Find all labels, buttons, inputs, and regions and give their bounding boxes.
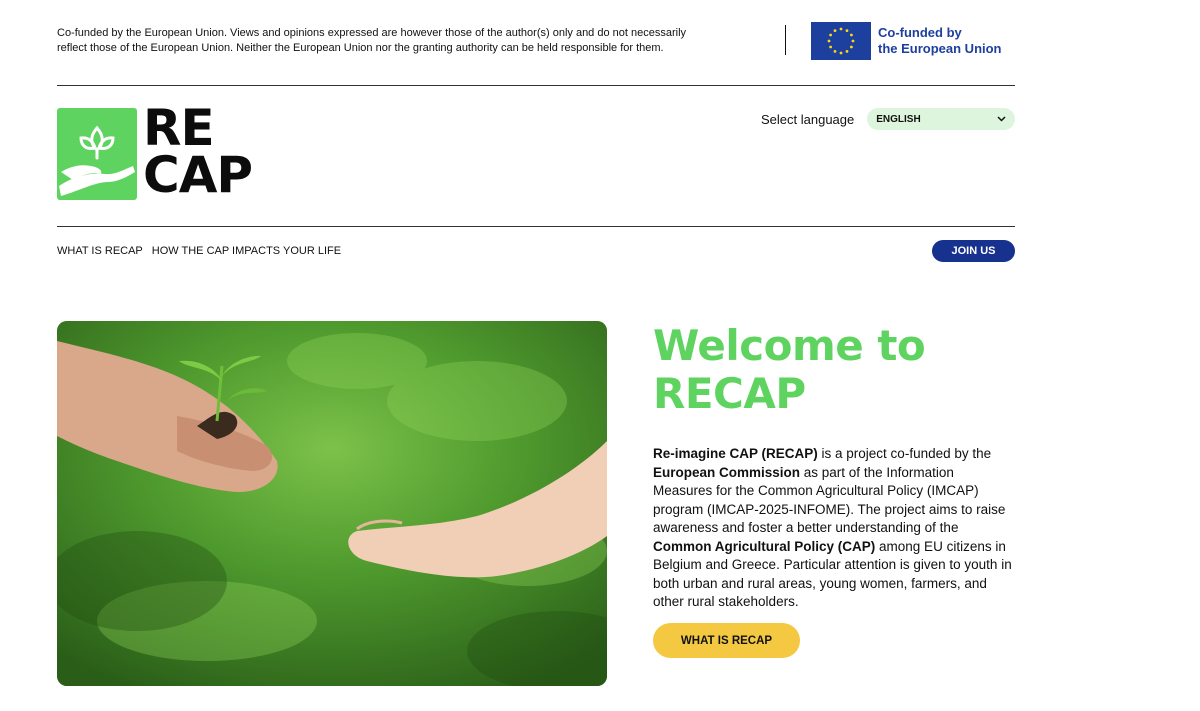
eu-text-line-1: Co-funded by: [878, 25, 962, 40]
nav-cap-impacts[interactable]: HOW THE CAP IMPACTS YOUR LIFE: [151, 245, 342, 257]
vertical-divider: [785, 25, 786, 55]
disclaimer-line-2: reflect those of the European Union. Neither the European Union nor the granting authority can be held responsible for them.: [57, 42, 664, 54]
eu-text-line-2: the European Union: [878, 41, 1002, 56]
header-divider-bottom: [57, 226, 1015, 227]
disclaimer-line-1: Co-funded by the European Union. Views and opinions expressed are however those of the author(s) only and do not necessarily: [57, 27, 687, 39]
language-selected-value: ENGLISH: [876, 113, 921, 125]
nav-what-is-recap[interactable]: WHAT IS RECAP: [57, 245, 143, 257]
logo-line-2: CAP: [143, 146, 253, 204]
eu-cofunded-badge: [811, 22, 1002, 60]
eu-cofunded-text: [878, 25, 1002, 57]
language-selector: [761, 108, 1015, 130]
language-label: Select language: [761, 111, 855, 127]
what-is-recap-button[interactable]: WHAT IS RECAP: [653, 623, 800, 658]
logo-line-1: RE: [143, 99, 214, 157]
language-dropdown[interactable]: [867, 108, 1015, 130]
hero-title: [653, 322, 993, 418]
hero-image-hands-seedling: [57, 321, 607, 686]
intro-text-3: among EU citizens in Belgium and Greece. Particular attention is given to youth in both urban and rural areas, young women, farmers, and other rural stakeholders.: [653, 538, 1012, 609]
chevron-down-icon: [997, 114, 1006, 125]
intro-bold-cap: Common Agricultural Policy (CAP): [653, 538, 876, 554]
main-nav: [57, 245, 341, 257]
hands-sprout-icon: [57, 108, 137, 200]
join-us-button[interactable]: JOIN US: [932, 240, 1015, 262]
eu-flag-icon: [811, 22, 871, 60]
intro-bold-commission: European Commission: [653, 464, 801, 480]
intro-text-2: as part of the Information Measures for the Common Agricultural Policy (IMCAP) program (IMCAP-2025-INFOME). The project aims to raise awareness and foster a better understanding of the: [653, 464, 1006, 535]
intro-bold-recap: Re-imagine CAP (RECAP): [653, 446, 818, 461]
logo-wordmark: [143, 99, 253, 204]
recap-logo[interactable]: [57, 99, 253, 204]
intro-text-1: is a project co-funded by the: [817, 446, 992, 461]
header-divider-top: [57, 85, 1015, 86]
hero-intro-text: [653, 445, 1013, 612]
hero-title-line-2: RECAP: [653, 369, 806, 418]
eu-disclaimer: [57, 26, 757, 56]
eu-funding-bar: [57, 22, 1015, 70]
hero-title-line-1: Welcome to: [653, 321, 926, 370]
